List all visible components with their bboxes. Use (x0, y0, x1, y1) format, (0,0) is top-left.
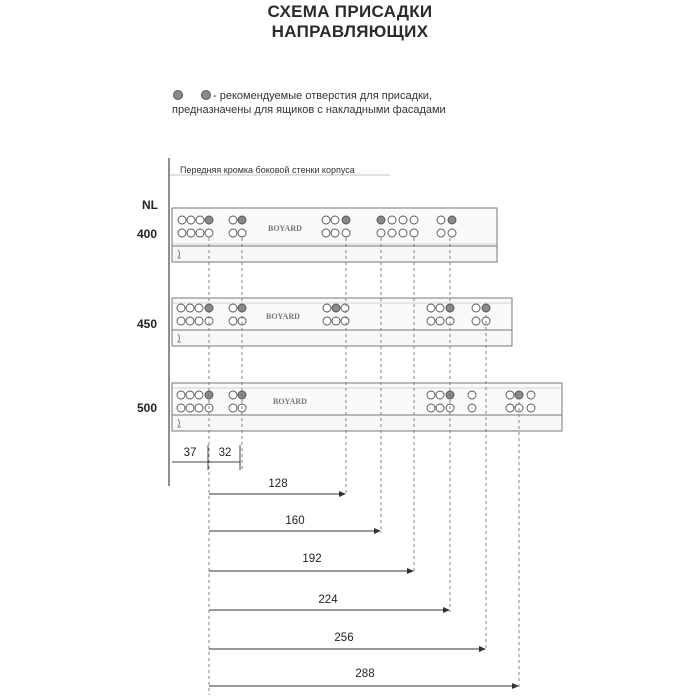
mounting-hole (468, 404, 476, 412)
mounting-hole (427, 391, 435, 399)
mounting-hole (436, 404, 444, 412)
mounting-hole (177, 391, 185, 399)
dimension-arrowhead (407, 568, 414, 574)
dimension-arrowhead (339, 491, 346, 497)
rail-450-brand: BOYARD (266, 312, 300, 321)
rail-450-lower (172, 330, 512, 346)
mounting-hole (177, 404, 185, 412)
mounting-hole (331, 216, 339, 224)
mounting-hole (436, 304, 444, 312)
dimension-256-label: 256 (334, 632, 354, 644)
title-line-1: СХЕМА ПРИСАДКИ (267, 2, 433, 21)
rail-500-brand: BOYARD (273, 397, 307, 406)
recommended-hole (238, 216, 246, 224)
nl-500-label: 500 (137, 401, 158, 415)
mounting-hole (388, 229, 396, 237)
mounting-hole (229, 216, 237, 224)
mounting-hole (322, 229, 330, 237)
dimension-128-label: 128 (268, 478, 288, 490)
mounting-hole (229, 391, 237, 399)
mounting-hole (472, 304, 480, 312)
mounting-hole (195, 391, 203, 399)
nl-450-label: 450 (137, 317, 158, 331)
dimension-160-label: 160 (285, 515, 305, 527)
mounting-hole (195, 304, 203, 312)
nl-400-label: 400 (137, 227, 158, 241)
mounting-hole (229, 229, 237, 237)
mounting-hole (238, 229, 246, 237)
mounting-hole (323, 317, 331, 325)
rail-400-brand: BOYARD (268, 224, 302, 233)
legend-line-1: - рекомендуемые отверстия для присадки, (213, 90, 433, 102)
recommended-hole (482, 304, 490, 312)
mounting-hole (177, 317, 185, 325)
mounting-hole (410, 216, 418, 224)
mounting-hole (427, 304, 435, 312)
mounting-hole (436, 317, 444, 325)
recommended-hole (448, 216, 456, 224)
mounting-hole (527, 404, 535, 412)
mounting-hole (399, 216, 407, 224)
mounting-hole (322, 216, 330, 224)
recommended-hole (205, 216, 213, 224)
mounting-hole (437, 216, 445, 224)
mounting-hole (229, 317, 237, 325)
mounting-hole (177, 304, 185, 312)
front-edge-label: Передняя кромка боковой стенки корпуса (180, 165, 355, 175)
mounting-hole (195, 404, 203, 412)
mounting-hole (323, 304, 331, 312)
mounting-hole (377, 229, 385, 237)
recommended-hole (332, 304, 340, 312)
mounting-hole (196, 229, 204, 237)
mounting-hole (229, 304, 237, 312)
mounting-hole (341, 304, 349, 312)
mounting-hole (506, 391, 514, 399)
mounting-hole (410, 229, 418, 237)
rail-400-lower (172, 246, 497, 262)
mounting-hole (468, 391, 476, 399)
mounting-hole (229, 404, 237, 412)
nl-header: NL (142, 198, 158, 212)
mounting-hole (205, 229, 213, 237)
mounting-hole (186, 317, 194, 325)
dimension-arrowhead (479, 646, 486, 652)
dimension-arrowhead (443, 607, 450, 613)
offset-32-label: 32 (218, 447, 232, 459)
title-line-2: НАПРАВЛЯЮЩИХ (271, 22, 429, 41)
recommended-hole (377, 216, 385, 224)
mounting-hole (437, 229, 445, 237)
mounting-hole (436, 391, 444, 399)
mounting-hole (341, 317, 349, 325)
mounting-hole (342, 229, 350, 237)
rail-500-lower (172, 415, 562, 431)
dimension-arrowhead (512, 683, 519, 689)
mounting-hole (527, 391, 535, 399)
mounting-hole (506, 404, 514, 412)
offset-37-label: 37 (183, 447, 197, 459)
dimension-288-label: 288 (355, 668, 375, 680)
recommended-hole (342, 216, 350, 224)
mounting-hole (448, 229, 456, 237)
mounting-hole (178, 229, 186, 237)
mounting-hole (427, 317, 435, 325)
mounting-hole (388, 216, 396, 224)
mounting-hole (178, 216, 186, 224)
mounting-hole (186, 391, 194, 399)
mounting-hole (195, 317, 203, 325)
mounting-hole (332, 317, 340, 325)
mounting-hole (472, 317, 480, 325)
recommended-hole (515, 391, 523, 399)
dimension-lines (209, 491, 519, 689)
legend-line-2: предназначены для ящиков с накладными фасадами (172, 104, 446, 116)
mounting-hole (331, 229, 339, 237)
mounting-hole (186, 304, 194, 312)
rail-400-body (172, 208, 497, 246)
mounting-hole (427, 404, 435, 412)
dimension-arrowhead (374, 528, 381, 534)
dimension-192-label: 192 (302, 553, 322, 565)
mounting-hole (187, 216, 195, 224)
mounting-hole (399, 229, 407, 237)
mounting-hole (187, 229, 195, 237)
dimension-224-label: 224 (318, 594, 338, 606)
mounting-hole (196, 216, 204, 224)
mounting-hole (186, 404, 194, 412)
